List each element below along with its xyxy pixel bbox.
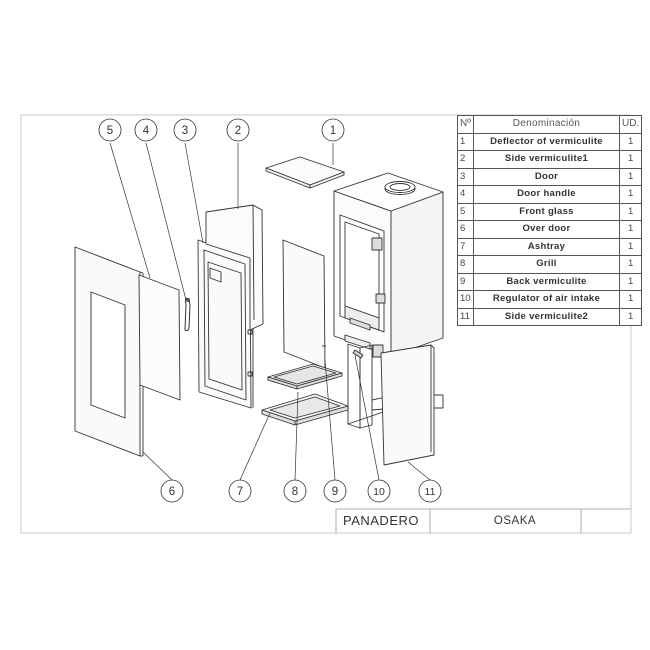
title-brand: PANADERO [343, 513, 419, 528]
table-row [458, 238, 642, 256]
col-header-name: Denominación [474, 116, 620, 134]
cell-ud: 1 [620, 256, 642, 274]
part-back-vermiculite [283, 240, 326, 368]
col-header-no: Nº [458, 116, 474, 134]
cell-no: 1 [458, 133, 474, 151]
callout-label: 11 [424, 486, 436, 498]
cell-name: Regulator of air intake [474, 291, 620, 309]
cell-no: 3 [458, 168, 474, 186]
table-row [458, 168, 642, 186]
cell-name: Ashtray [474, 238, 620, 256]
table-row [458, 203, 642, 221]
table-row [458, 151, 642, 169]
cell-no: 6 [458, 221, 474, 239]
part-over-door [75, 247, 143, 456]
cell-ud: 1 [620, 151, 642, 169]
cell-ud: 1 [620, 133, 642, 151]
table-row [458, 133, 642, 151]
table-header-row [458, 116, 642, 134]
cell-name: Over door [474, 221, 620, 239]
cell-ud: 1 [620, 308, 642, 326]
callout-label: 10 [373, 486, 385, 498]
cell-no: 5 [458, 203, 474, 221]
part-side-vermiculite2 [381, 345, 434, 465]
cell-name: Back vermiculite [474, 273, 620, 291]
title-model: OSAKA [493, 515, 537, 527]
callout-label: 3 [181, 125, 189, 137]
cell-name: Door handle [474, 186, 620, 204]
cell-ud: 1 [620, 168, 642, 186]
callout-label: 7 [236, 486, 244, 498]
callout-label: 1 [329, 125, 337, 137]
cell-no: 2 [458, 151, 474, 169]
cell-ud: 1 [620, 273, 642, 291]
col-header-ud: UD. [620, 116, 642, 134]
table-row [458, 308, 642, 326]
cell-no: 9 [458, 273, 474, 291]
cell-name: Side vermiculite2 [474, 308, 620, 326]
cell-no: 10 [458, 291, 474, 309]
callout-label: 6 [168, 486, 176, 498]
cell-no: 7 [458, 238, 474, 256]
cell-name: Side vermiculite1 [474, 151, 620, 169]
callout-label: 8 [291, 486, 299, 498]
cell-ud: 1 [620, 186, 642, 204]
cell-ud: 1 [620, 203, 642, 221]
part-deflector [266, 157, 344, 188]
callout-label: 2 [234, 125, 242, 137]
table-row [458, 221, 642, 239]
cell-name: Deflector of vermiculite [474, 133, 620, 151]
cell-no: 4 [458, 186, 474, 204]
cell-no: 8 [458, 256, 474, 274]
cell-ud: 1 [620, 238, 642, 256]
cell-name: Door [474, 168, 620, 186]
part-ashtray [262, 394, 348, 425]
cell-ud: 1 [620, 221, 642, 239]
table-row [458, 273, 642, 291]
table-row [458, 291, 642, 309]
cell-name: Front glass [474, 203, 620, 221]
cell-no: 11 [458, 308, 474, 326]
callout-label: 9 [331, 486, 339, 498]
callout-label: 4 [142, 125, 150, 137]
parts-table [457, 115, 642, 326]
cell-name: Grill [474, 256, 620, 274]
part-front-glass [139, 275, 180, 400]
table-row [458, 256, 642, 274]
part-door-handle [185, 298, 190, 331]
cell-ud: 1 [620, 291, 642, 309]
part-door [198, 240, 253, 408]
part-grill [268, 364, 342, 389]
callout-label: 5 [106, 125, 114, 137]
table-row [458, 186, 642, 204]
